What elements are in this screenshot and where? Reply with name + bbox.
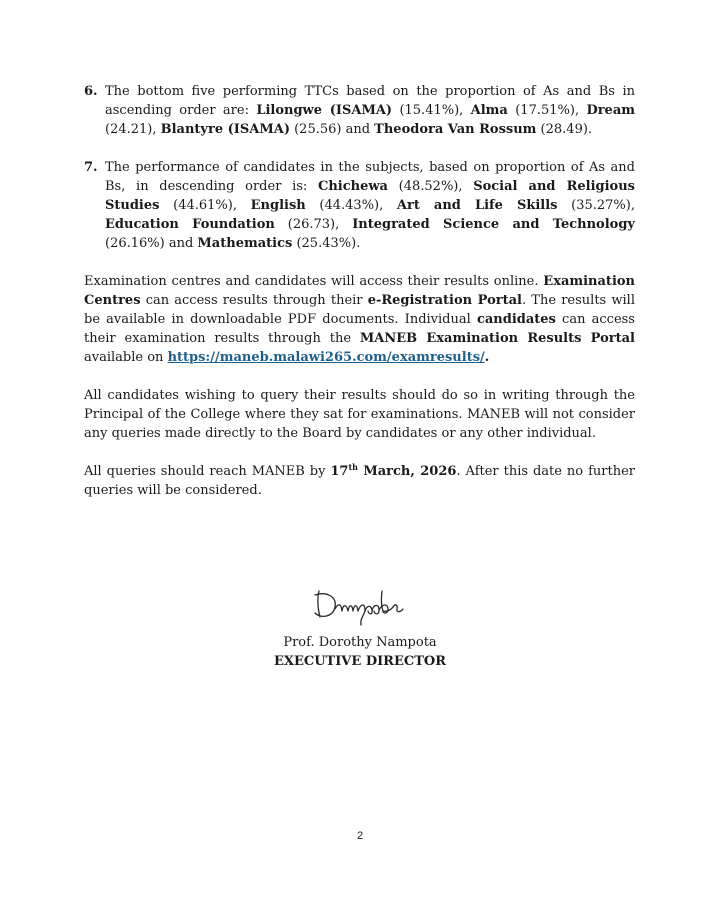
signature-block [240,585,480,671]
document-body [84,82,635,519]
page-number: 2 [356,830,364,842]
signatory-name: Prof. Dorothy Nampota [283,635,437,650]
exam-results-portal-link[interactable]: https://maneb.malawi265.com/examresults/ [167,350,485,365]
handwritten-signature [305,585,415,627]
deadline-paragraph: All queries should reach MANEB by 17th March, 2026. After this date no further queries will be considered. [84,462,635,498]
item-number: 7. [84,160,98,175]
deadline-date: 17th March, 2026 [330,462,457,479]
results-access-paragraph: Examination centres and candidates will access their results online. Examination Centres can access results through their e-Registration Portal. The results will be available in downloadable PDF documents. Individual candidates can access their examination results through the MANEB Examination Results Portal available on https://maneb.malawi265.com/examresults/. [84,274,635,365]
item-number: 6. [84,84,98,99]
query-paragraph: All candidates wishing to query their results should do so in writing through the Principal of the College where they sat for examinations. MANEB will not consider any queries made directly to the Board by candidates or any other individual. [84,388,635,441]
signatory-title: EXECUTIVE DIRECTOR [273,654,447,669]
list-item-7: 7. The performance of candidates in the subjects, based on proportion of As and Bs, in descending order is: Chichewa (48.52%), Social and Religious Studies (44.61%), English (44.43%), Art and Life Skills (35.27%), Education Foundation (26.73), Integrated Science and Technology (26.16%) and Mathematics (25.43%). [84,160,635,251]
list-item-6: 6. The bottom five performing TTCs based on the proportion of As and Bs in ascending order are: Lilongwe (ISAMA) (15.41%), Alma (17.51%), Dream (24.21), Blantyre (ISAMA) (25.56) and Theodora Van Rossum (28.49). [84,84,636,137]
